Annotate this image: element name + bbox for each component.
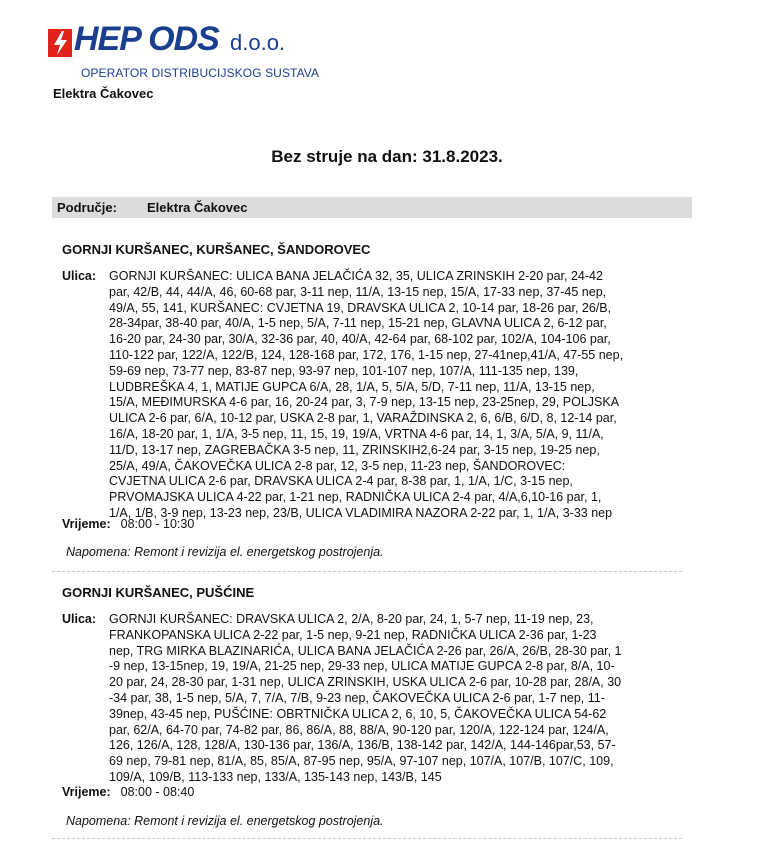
area-value: Elektra Čakovec [147,200,248,215]
divider [52,571,682,572]
time-label: Vrijeme: [62,785,111,799]
logo-subtitle: OPERATOR DISTRIBUCIJSKOG SUSTAVA [81,66,320,80]
time-value: 08:00 - 08:40 [120,785,195,799]
time-value: 08:00 - 10:30 [120,517,195,531]
street-label: Ulica: [62,269,97,283]
page-title: Bez struje na dan: 31.8.2023. [271,147,503,166]
entry-title: GORNJI KURŠANEC, KURŠANEC, ŠANDOROVEC [62,242,371,257]
logo-name: HEP ODS [74,20,219,58]
divider [52,838,682,839]
company-name: Elektra Čakovec [53,86,154,101]
time-row [62,785,194,799]
street-list: GORNJI KURŠANEC: DRAVSKA ULICA 2, 2/A, 8-20 par, 24, 1, 5-7 nep, 11-19 nep, 23, FRANKOPANSKA ULICA 2-22 par, 1-5 nep, 9-21 nep, RADNIČKA ULICA 2-36 par, 1-23 nep, TRG MIRKA BLAZINARIĆA, ULICA BANA JELAČIĆA 2-26 par, 26/A, 26/B, 28-30 par, 1 -9 nep, 13-15nep, 19, 19/A, 21-25 nep, 29-33 nep, ULICA MATIJE GUPCA 2-8 par, 8/A, 10- 20 par, 24, 28-30 par, 1-31 nep, ULICA ZRINSKIH, USKA ULICA 2-6 par, 10-28 par, 28/A, 30 -34 par, 38, 1-5 nep, 5/A, 7, 7/A, 7/B, 9-23 nep, ČAKOVEČKA ULICA 2-6 par, 1-7 nep, 11- 39nep, 43-45 nep, PUŠĆINE: OBRTNIČKA ULICA 2, 6, 10, 5, ČAKOVEČKA ULICA 54-62 par, 62/A, 64-70 par, 74-82 par, 86, 86/A, 88, 88/A, 90-120 par, 120/A, 122-124 par, 124/A, 126, 126/A, 128, 128/A, 130-136 par, 136/A, 136/B, 138-142 par, 142/A, 144-146par,53, 57- 69 nep, 79-81 nep, 81/A, 85, 85/A, 87-95 nep, 95/A, 97-107 nep, 107/A, 107/B, 107/C, 109, 109/A, 109/B, 113-133 nep, 133/A, 135-143 nep, 143/B, 145 [109,612,622,784]
note: Napomena: Remont i revizija el. energetskog postrojenja. [66,545,384,559]
time-label: Vrijeme: [62,517,111,531]
lightning-icon [48,29,72,57]
time-row [62,517,194,531]
street-label: Ulica: [62,612,97,626]
area-bar [52,197,692,218]
street-list: GORNJI KURŠANEC: ULICA BANA JELAČIĆA 32, 35, ULICA ZRINSKIH 2-20 par, 24-42 par, 42/B, 44, 44/A, 46, 60-68 par, 3-11 nep, 11/A, 13-15 nep, 15/A, 17-33 nep, 37-45 nep, 49/A, 55, 141, KURŠANEC: CVJETNA 19, DRAVSKA ULICA 2, 10-14 par, 18-26 par, 26/B, 28-34par, 38-40 par, 40/A, 1-5 nep, 5/A, 7-11 nep, 15-21 nep, GLAVNA ULICA 2, 6-12 par, 16-20 par, 24-30 par, 30/A, 32-36 par, 40, 40/A, 42-64 par, 68-102 par, 102/A, 104-106 par, 110-122 par, 122/A, 122/B, 124, 128-168 par, 172, 176, 1-15 nep, 27-41nep,41/A, 47-55 nep, 59-69 nep, 73-77 nep, 83-87 nep, 93-97 nep, 101-107 nep, 107/A, 111-135 nep, 139, LUDBREŠKA 4, 1, MATIJE GUPCA 6/A, 28, 1/A, 5, 5/A, 5/D, 7-11 nep, 11/A, 13-15 nep, 15/A, MEĐIMURSKA 4-6 par, 16, 20-24 par, 3, 7-9 nep, 13-15 nep, 23-25nep, 29, POLJSKA ULICA 2-6 par, 6/A, 10-12 par, USKA 2-8 par, 1, VARAŽDINSKA 2, 6, 6/B, 6/D, 8, 12-14 par, 16/A, 18-20 par, 1, 1/A, 3-5 nep, 11, 15, 19, 19/A, VRTNA 4-6 par, 14, 1, 3/A, 5/A, 9, 11/A, 11/D, 13-17 nep, ZAGREBAČKA 3-5 nep, 11, ZRINSKIH2,6-24 par, 3-15 nep, 19-25 nep, 25/A, 49/A, ČAKOVEČKA ULICA 2-8 par, 12, 3-5 nep, 11-23 nep, ŠANDOROVEC: CVJETNA ULICA 2-6 par, DRAVSKA ULICA 2-4 par, 8-38 par, 1, 1/A, 1/C, 3-15 nep, PRVOMAJSKA ULICA 4-22 par, 1-21 nep, RADNIČKA ULICA 2-4 par, 4/A,6,10-16 par, 1, 1/A, 1/B, 3-9 nep, 13-23 nep, 23/B, ULICA VLADIMIRA NAZORA 2-22 par, 1, 1/A, 3-33 nep [109,269,624,520]
logo-suffix: d.o.o. [230,30,286,55]
hep-ods-logo [48,20,320,82]
entry-title: GORNJI KURŠANEC, PUŠĆINE [62,585,255,600]
area-label: Područje: [57,200,117,215]
note: Napomena: Remont i revizija el. energetskog postrojenja. [66,814,384,828]
